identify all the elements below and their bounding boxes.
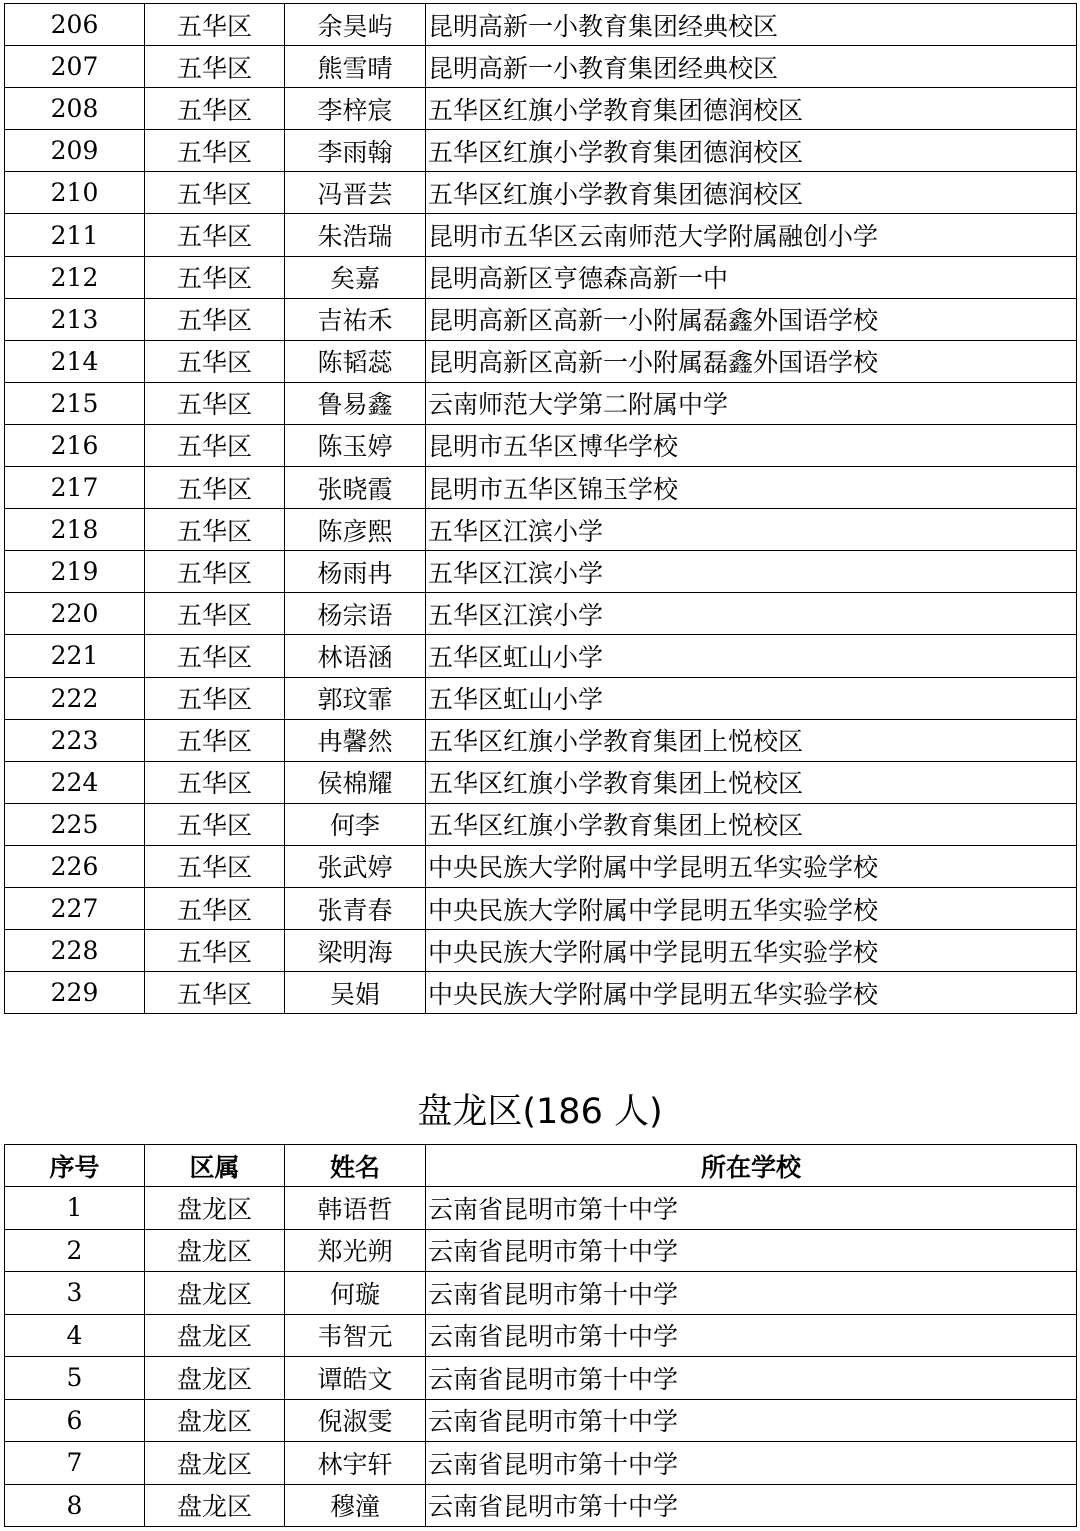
row-school: 中央民族大学附属中学昆明五华实验学校 [426, 887, 1077, 929]
row-name: 矣嘉 [285, 256, 426, 298]
row-number: 225 [5, 803, 145, 845]
row-name: 穆潼 [285, 1484, 426, 1527]
row-district: 五华区 [145, 972, 285, 1014]
table-row [5, 593, 1077, 635]
row-name: 林语涵 [285, 635, 426, 677]
row-number: 208 [5, 88, 145, 130]
table-row [5, 887, 1077, 929]
row-name: 何李 [285, 803, 426, 845]
row-school: 昆明高新区高新一小附属磊鑫外国语学校 [426, 298, 1077, 340]
row-number: 207 [5, 46, 145, 88]
table-row [5, 467, 1077, 509]
table-row [5, 1442, 1077, 1485]
row-school: 昆明市五华区博华学校 [426, 424, 1077, 466]
panlong-table [4, 1144, 1077, 1527]
row-number: 216 [5, 424, 145, 466]
table-row [5, 256, 1077, 298]
row-district: 五华区 [145, 677, 285, 719]
row-number: 8 [5, 1484, 145, 1527]
row-name: 冉馨然 [285, 719, 426, 761]
row-number: 206 [5, 4, 145, 46]
row-name: 李雨翰 [285, 130, 426, 172]
row-name: 郑光朔 [285, 1229, 426, 1272]
row-district: 五华区 [145, 803, 285, 845]
row-district: 盘龙区 [145, 1314, 285, 1357]
row-name: 梁明海 [285, 930, 426, 972]
table-row [5, 340, 1077, 382]
row-name: 韩语哲 [285, 1187, 426, 1230]
table-row [5, 1484, 1077, 1527]
panlong-table-body [5, 1187, 1077, 1527]
row-number: 212 [5, 256, 145, 298]
row-number: 220 [5, 593, 145, 635]
row-name: 何璇 [285, 1272, 426, 1315]
row-district: 五华区 [145, 130, 285, 172]
header-district: 区属 [145, 1145, 285, 1187]
row-number: 224 [5, 761, 145, 803]
row-district: 五华区 [145, 719, 285, 761]
row-school: 昆明市五华区云南师范大学附属融创小学 [426, 214, 1077, 256]
table-row [5, 803, 1077, 845]
row-name: 韦智元 [285, 1314, 426, 1357]
row-school: 五华区红旗小学教育集团上悦校区 [426, 761, 1077, 803]
row-school: 五华区虹山小学 [426, 635, 1077, 677]
table-row [5, 1272, 1077, 1315]
row-school: 五华区江滨小学 [426, 551, 1077, 593]
row-school: 中央民族大学附属中学昆明五华实验学校 [426, 845, 1077, 887]
row-name: 林宇轩 [285, 1442, 426, 1485]
row-number: 217 [5, 467, 145, 509]
row-number: 6 [5, 1399, 145, 1442]
row-district: 盘龙区 [145, 1442, 285, 1485]
row-name: 杨雨冉 [285, 551, 426, 593]
row-district: 盘龙区 [145, 1484, 285, 1527]
row-district: 五华区 [145, 467, 285, 509]
row-number: 223 [5, 719, 145, 761]
table-row [5, 845, 1077, 887]
row-district: 五华区 [145, 88, 285, 130]
table-row [5, 88, 1077, 130]
row-school: 云南省昆明市第十中学 [426, 1187, 1077, 1230]
row-district: 五华区 [145, 298, 285, 340]
row-school: 昆明高新一小教育集团经典校区 [426, 4, 1077, 46]
table-row [5, 972, 1077, 1014]
row-school: 中央民族大学附属中学昆明五华实验学校 [426, 972, 1077, 1014]
row-name: 陈玉婷 [285, 424, 426, 466]
row-district: 五华区 [145, 887, 285, 929]
row-district: 五华区 [145, 4, 285, 46]
table-row [5, 930, 1077, 972]
header-name: 姓名 [285, 1145, 426, 1187]
table-row [5, 1357, 1077, 1400]
table-row [5, 130, 1077, 172]
table-row [5, 677, 1077, 719]
row-number: 222 [5, 677, 145, 719]
row-number: 229 [5, 972, 145, 1014]
table-row [5, 509, 1077, 551]
row-school: 昆明高新一小教育集团经典校区 [426, 46, 1077, 88]
row-number: 228 [5, 930, 145, 972]
section-title: 盘龙区(186 人) [417, 1092, 663, 1132]
row-name: 陈彦熙 [285, 509, 426, 551]
row-district: 盘龙区 [145, 1272, 285, 1315]
row-number: 211 [5, 214, 145, 256]
row-school: 昆明市五华区锦玉学校 [426, 467, 1077, 509]
row-name: 张晓霞 [285, 467, 426, 509]
row-number: 4 [5, 1314, 145, 1357]
table-row [5, 172, 1077, 214]
row-school: 五华区红旗小学教育集团德润校区 [426, 172, 1077, 214]
wuhua-table-body [5, 4, 1077, 1014]
row-name: 余昊屿 [285, 4, 426, 46]
row-name: 朱浩瑞 [285, 214, 426, 256]
row-district: 五华区 [145, 46, 285, 88]
row-school: 五华区红旗小学教育集团上悦校区 [426, 719, 1077, 761]
table-header-row [5, 1145, 1077, 1187]
row-number: 209 [5, 130, 145, 172]
row-school: 云南省昆明市第十中学 [426, 1399, 1077, 1442]
row-name: 张青春 [285, 887, 426, 929]
row-name: 谭皓文 [285, 1357, 426, 1400]
row-school: 五华区江滨小学 [426, 593, 1077, 635]
row-number: 3 [5, 1272, 145, 1315]
row-name: 冯晋芸 [285, 172, 426, 214]
row-district: 五华区 [145, 845, 285, 887]
row-school: 云南省昆明市第十中学 [426, 1357, 1077, 1400]
row-district: 五华区 [145, 930, 285, 972]
row-number: 221 [5, 635, 145, 677]
row-district: 五华区 [145, 509, 285, 551]
row-name: 陈韬蕊 [285, 340, 426, 382]
row-number: 7 [5, 1442, 145, 1485]
row-district: 五华区 [145, 340, 285, 382]
row-district: 盘龙区 [145, 1187, 285, 1230]
row-number: 2 [5, 1229, 145, 1272]
row-school: 五华区虹山小学 [426, 677, 1077, 719]
row-number: 5 [5, 1357, 145, 1400]
wuhua-table [4, 3, 1077, 1014]
row-school: 云南省昆明市第十中学 [426, 1272, 1077, 1315]
row-district: 五华区 [145, 761, 285, 803]
header-school: 所在学校 [426, 1145, 1077, 1187]
row-number: 227 [5, 887, 145, 929]
row-district: 五华区 [145, 551, 285, 593]
table-row [5, 1229, 1077, 1272]
row-name: 侯棉耀 [285, 761, 426, 803]
row-school: 昆明高新区亨德森高新一中 [426, 256, 1077, 298]
row-district: 五华区 [145, 635, 285, 677]
row-name: 郭玟霏 [285, 677, 426, 719]
row-school: 云南省昆明市第十中学 [426, 1229, 1077, 1272]
row-name: 吉祐禾 [285, 298, 426, 340]
table-row [5, 1187, 1077, 1230]
table-row [5, 551, 1077, 593]
table-row [5, 424, 1077, 466]
row-school: 五华区江滨小学 [426, 509, 1077, 551]
row-name: 张武婷 [285, 845, 426, 887]
row-number: 219 [5, 551, 145, 593]
row-district: 盘龙区 [145, 1229, 285, 1272]
row-number: 1 [5, 1187, 145, 1230]
row-district: 五华区 [145, 593, 285, 635]
row-name: 倪淑雯 [285, 1399, 426, 1442]
row-name: 李梓宸 [285, 88, 426, 130]
row-school: 五华区红旗小学教育集团德润校区 [426, 130, 1077, 172]
table-row [5, 1399, 1077, 1442]
row-name: 熊雪晴 [285, 46, 426, 88]
table-row [5, 761, 1077, 803]
table-row [5, 719, 1077, 761]
row-number: 213 [5, 298, 145, 340]
row-district: 五华区 [145, 424, 285, 466]
table-row [5, 1314, 1077, 1357]
row-district: 五华区 [145, 256, 285, 298]
table-row [5, 382, 1077, 424]
row-school: 昆明高新区高新一小附属磊鑫外国语学校 [426, 340, 1077, 382]
row-number: 214 [5, 340, 145, 382]
row-number: 218 [5, 509, 145, 551]
row-school: 中央民族大学附属中学昆明五华实验学校 [426, 930, 1077, 972]
row-name: 吴娟 [285, 972, 426, 1014]
row-school: 云南省昆明市第十中学 [426, 1314, 1077, 1357]
table-row [5, 635, 1077, 677]
row-number: 210 [5, 172, 145, 214]
header-no: 序号 [5, 1145, 145, 1187]
table-row [5, 214, 1077, 256]
row-name: 杨宗语 [285, 593, 426, 635]
row-school: 云南省昆明市第十中学 [426, 1484, 1077, 1527]
row-school: 云南省昆明市第十中学 [426, 1442, 1077, 1485]
row-district: 五华区 [145, 214, 285, 256]
row-school: 五华区红旗小学教育集团上悦校区 [426, 803, 1077, 845]
row-district: 五华区 [145, 172, 285, 214]
row-district: 盘龙区 [145, 1357, 285, 1400]
row-school: 云南师范大学第二附属中学 [426, 382, 1077, 424]
row-school: 五华区红旗小学教育集团德润校区 [426, 88, 1077, 130]
row-name: 鲁易鑫 [285, 382, 426, 424]
row-district: 盘龙区 [145, 1399, 285, 1442]
row-district: 五华区 [145, 382, 285, 424]
table-row [5, 298, 1077, 340]
table-row [5, 4, 1077, 46]
row-number: 215 [5, 382, 145, 424]
row-number: 226 [5, 845, 145, 887]
table-row [5, 46, 1077, 88]
